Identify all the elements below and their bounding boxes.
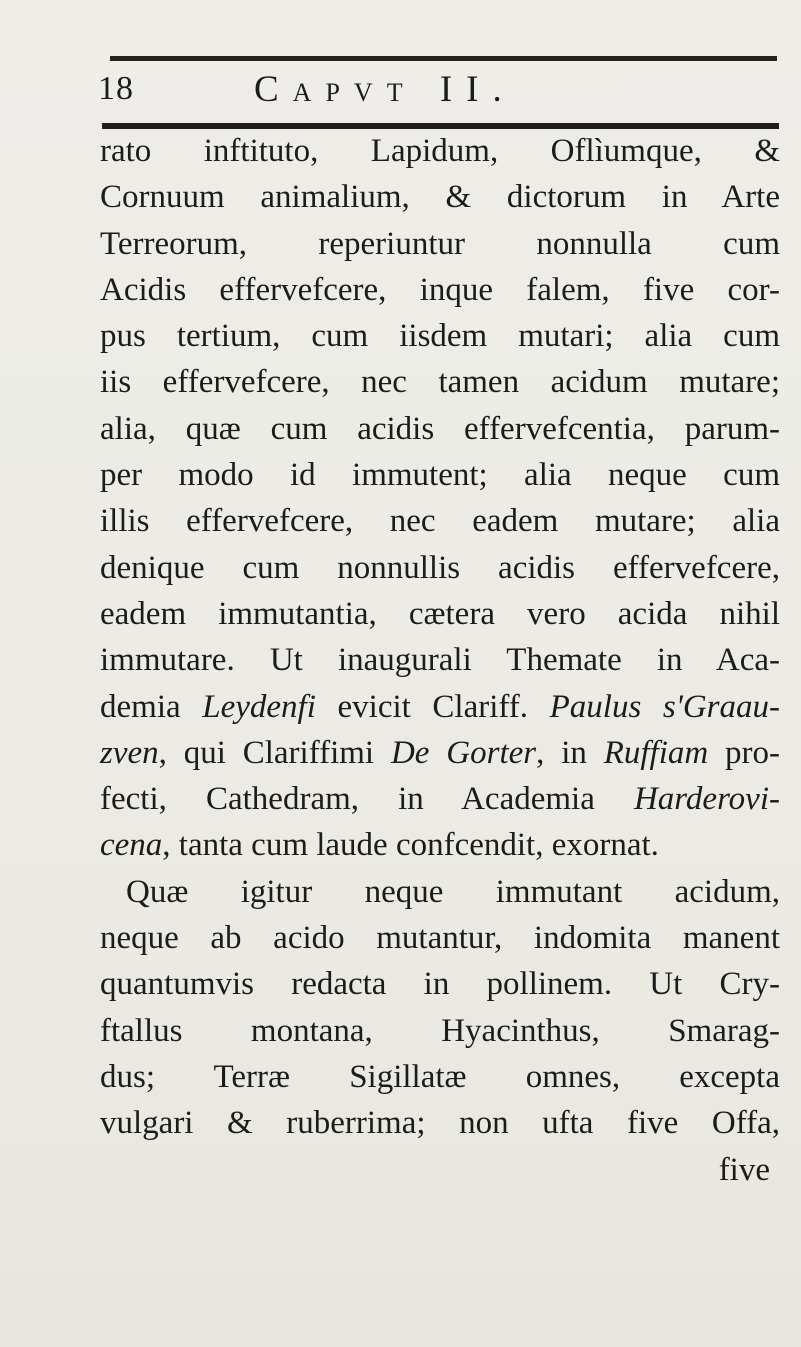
italic-name: Leydenfi — [202, 688, 316, 725]
italic-name: s'Graau- — [662, 688, 780, 725]
italic-name: cena — [100, 827, 163, 864]
text-line: illis effervefcere, nec eadem mutare; alia — [100, 503, 780, 540]
catchword: five — [718, 1151, 770, 1188]
text-line: denique cum nonnullis acidis effervefcere, — [100, 549, 780, 586]
text-line: rato inftituto, Lapidum, Oflìumque, & — [100, 133, 780, 169]
text-line: Acidis effervefcere, inque falem, five cor- — [100, 271, 780, 308]
text-line: Terreorum, reperiuntur nonnulla cum — [100, 225, 780, 262]
text-line: cena, tanta cum laude confcendit, exornat. — [100, 827, 659, 864]
italic-name: De — [390, 734, 430, 771]
text-line: alia, quæ cum acidis effervefcentia, parum- — [100, 410, 780, 447]
page-header — [98, 64, 788, 124]
page-number: 18 — [98, 70, 134, 107]
text-line: iis effervefcere, nec tamen acidum mutare; — [100, 364, 780, 401]
italic-name: Paulus — [549, 688, 642, 725]
text-line: fecti, Cathedram, in Academia Harderovi- — [100, 781, 780, 818]
running-head: Capvt II. — [254, 69, 516, 110]
text-line: zven, qui Clariffimi De Gorter, in Ruffiam pro- — [100, 734, 781, 771]
text-line: per modo id immutent; alia neque cum — [100, 457, 780, 494]
text-line: immutare. Ut inaugurali Themate in Aca- — [100, 642, 780, 679]
italic-name: zven — [100, 734, 159, 771]
italic-name: Harderovi- — [633, 781, 780, 818]
text-line: demia Leydenfi evicit Clariff. Paulus s'Graau- — [100, 688, 780, 725]
text-line: quantumvis redacta in pollinem. Ut Cry- — [100, 966, 780, 1003]
italic-name: Ruffiam — [603, 734, 709, 771]
text-line: Cornuum animalium, & dictorum in Arte — [100, 179, 780, 216]
italic-name: Gorter — [446, 734, 537, 771]
text-line: eadem immutantia, cætera vero acida nihil — [100, 595, 780, 632]
text-line: neque ab acido mutantur, indomita manent — [100, 920, 780, 957]
text-line: Quæ igitur neque immutant acidum, — [126, 873, 780, 910]
text-line: dus; Terræ Sigillatæ omnes, excepta — [100, 1058, 780, 1095]
body-text — [100, 128, 780, 1193]
top-decorative-rule — [110, 56, 777, 61]
text-line: vulgari & ruberrima; non ufta five Offa, — [100, 1105, 780, 1142]
text-line: pus tertium, cum iisdem mutari; alia cum — [100, 318, 780, 355]
text-line: ftallus montana, Hyacinthus, Smarag- — [100, 1012, 780, 1049]
